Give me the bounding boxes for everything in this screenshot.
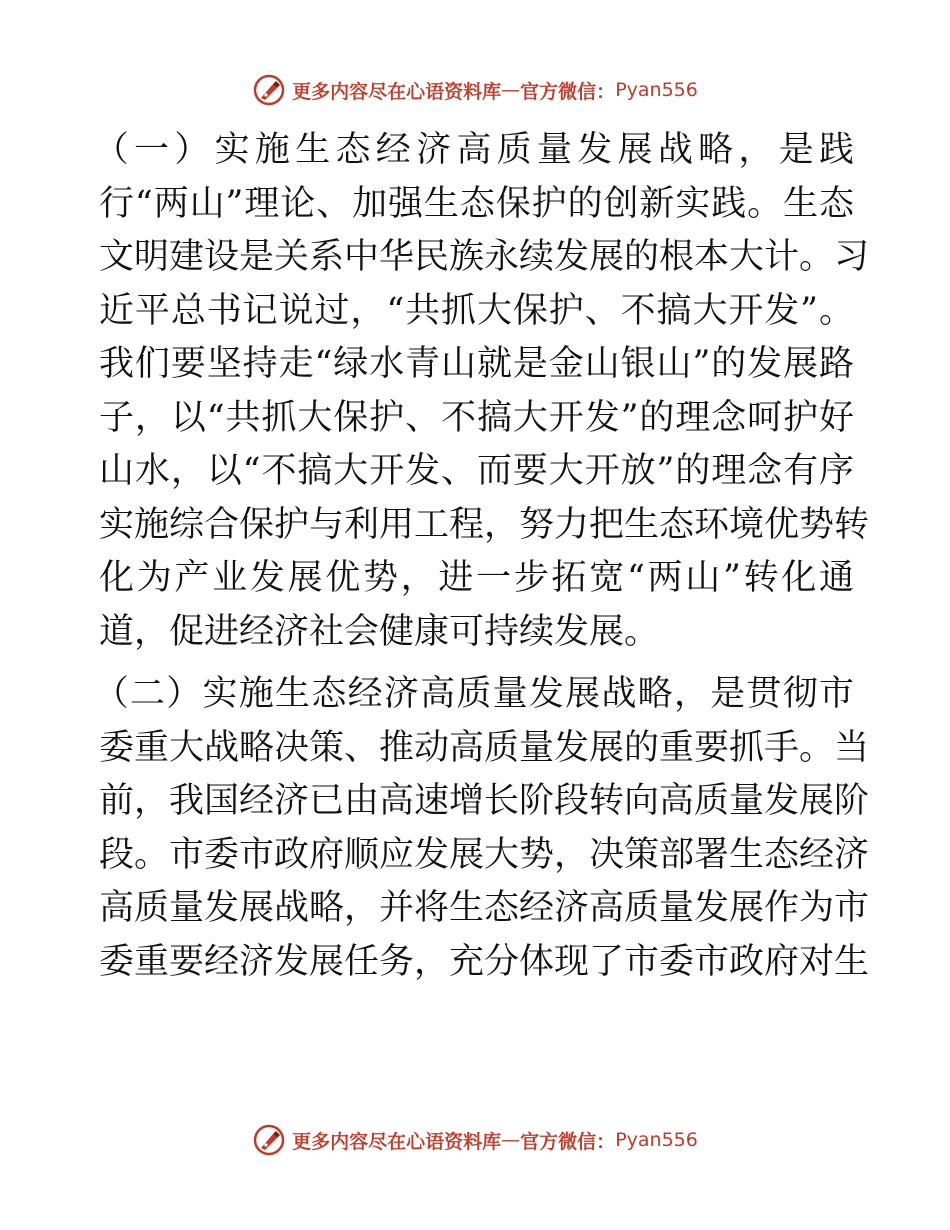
text-line: （二）实施生态经济高质量发展战略，是贯彻市	[93, 674, 854, 714]
pen-nib-circle-icon	[252, 73, 286, 107]
header-banner	[0, 70, 950, 110]
text-line: 行“两山”理论、加强生态保护的创新实践。生态	[99, 183, 854, 224]
footer-dash: —	[501, 1129, 521, 1151]
text-line: （一）实施生态经济高质量发展战略，是践	[93, 130, 854, 170]
text-line: 委重要经济发展任务，充分体现了市委市政府对生	[99, 941, 870, 982]
text-line: 我们要坚持走“绿水青山就是金山银山”的发展路	[99, 344, 854, 384]
text-line: 道，促进经济社会健康可持续发展。	[99, 611, 660, 652]
pen-nib-circle-icon	[252, 1123, 286, 1157]
text-line: 高质量发展战略，并将生态经济高质量发展作为市	[99, 888, 870, 928]
paragraph-2	[93, 668, 870, 989]
header-wechat-label: 官方微信：	[520, 80, 616, 103]
text-line: 段。市委市政府顺应发展大势，决策部署生态经济	[99, 834, 870, 875]
header-wechat-id: Pyan556	[615, 79, 698, 101]
footer-wechat-id: Pyan556	[615, 1129, 698, 1151]
text-line: 前，我国经济已由高速增长阶段转向高质量发展阶	[99, 781, 870, 821]
text-line: 山水，以“不搞大开发、而要大开放”的理念有序	[99, 451, 854, 491]
text-line: 近平总书记说过，“共抓大保护、不搞大开发”。	[99, 290, 854, 331]
text-line: 文明建设是关系中华民族永续发展的根本大计。习	[99, 237, 870, 277]
header-slogan: 更多内容尽在心语资料库	[292, 80, 502, 103]
text-line: 化为产业发展优势，进一步拓宽“两山”转化通	[99, 558, 854, 598]
header-dash: —	[501, 79, 521, 101]
paragraph-1	[93, 124, 870, 659]
footer-banner	[0, 1120, 950, 1160]
document-body	[93, 124, 870, 989]
text-line: 子，以“共抓大保护、不搞大开发”的理念呵护好	[99, 397, 854, 438]
footer-wechat-label: 官方微信：	[520, 1130, 616, 1153]
text-line: 实施综合保护与利用工程，努力把生态环境优势转	[99, 504, 870, 545]
text-line: 委重大战略决策、推动高质量发展的重要抓手。当	[99, 727, 870, 768]
footer-slogan: 更多内容尽在心语资料库	[292, 1130, 502, 1153]
